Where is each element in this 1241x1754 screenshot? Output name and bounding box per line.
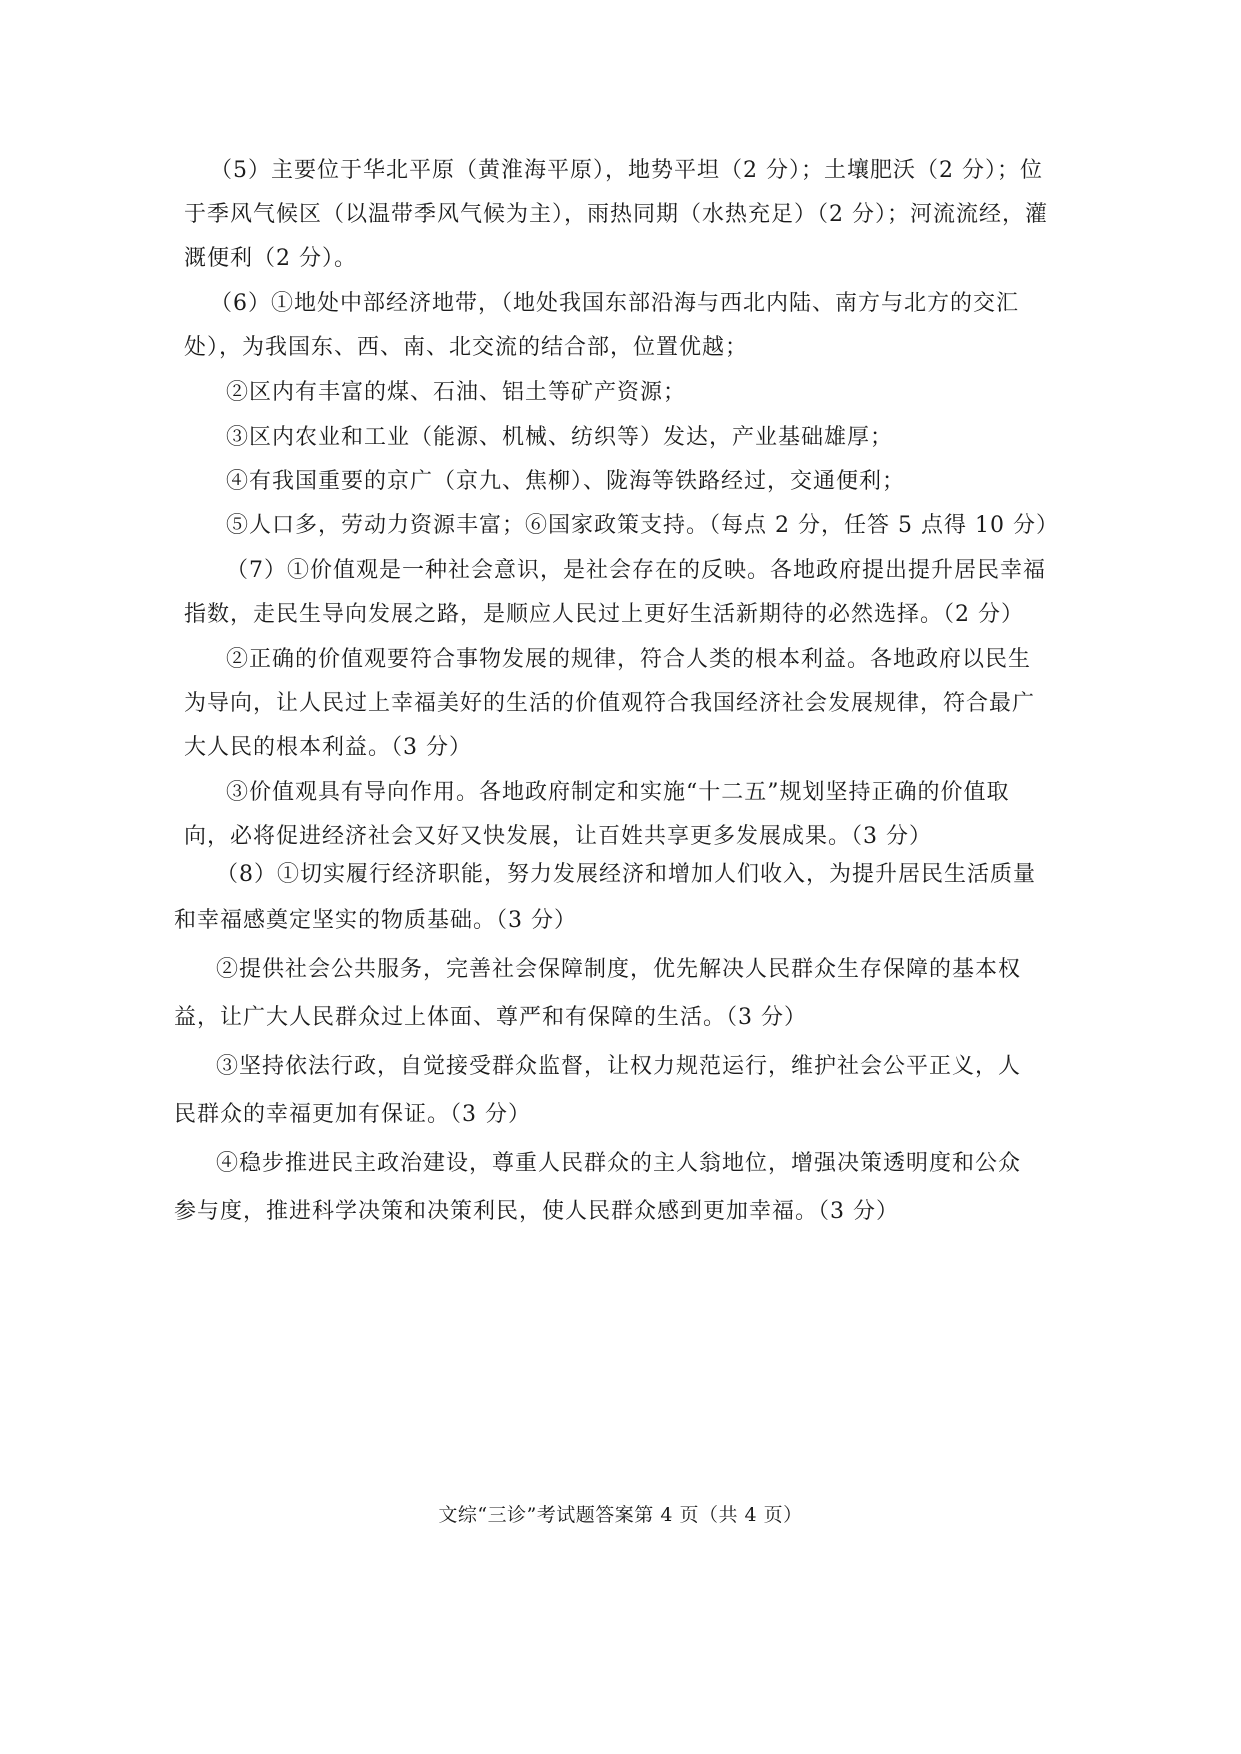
answer-line-19: ②提供社会公共服务，完善社会保障制度，优先解决人民群众生存保障的基本权 — [216, 957, 1022, 982]
answer-line-9: ⑤人口多，劳动力资源丰富；⑥国家政策支持。（每点 2 分，任答 5 点得 10 分） — [226, 513, 1059, 538]
answer-line-22: 民群众的幸福更加有保证。（3 分） — [174, 1102, 531, 1127]
answer-line-18: 和幸福感奠定坚实的物质基础。（3 分） — [174, 908, 577, 933]
answer-line-5: 处），为我国东、西、南、北交流的结合部，位置优越； — [184, 335, 749, 360]
answer-line-20: 益，让广大人民群众过上体面、尊严和有保障的生活。（3 分） — [174, 1005, 807, 1030]
answer-line-12: ②正确的价值观要符合事物发展的规律，符合人类的根本利益。各地政府以民生 — [226, 647, 1032, 672]
answer-line-24: 参与度，推进科学决策和决策利民，使人民群众感到更加幸福。（3 分） — [174, 1199, 899, 1224]
answer-line-15: ③价值观具有导向作用。各地政府制定和实施“十二五”规划坚持正确的价值取 — [226, 780, 1010, 805]
page-footer: 文综“三诊”考试题答案第 4 页（共 4 页） — [438, 1504, 803, 1526]
answer-line-10: （7）①价值观是一种社会意识，是社会存在的反映。各地政府提出提升居民幸福 — [226, 558, 1046, 583]
answer-line-14: 大人民的根本利益。（3 分） — [184, 735, 472, 760]
answer-line-21: ③坚持依法行政，自觉接受群众监督，让权力规范运行，维护社会公平正义，人 — [216, 1054, 1022, 1079]
answer-line-3: 溉便利（2 分）。 — [184, 246, 357, 271]
answer-line-23: ④稳步推进民主政治建设，尊重人民群众的主人翁地位，增强决策透明度和公众 — [216, 1151, 1022, 1176]
answer-line-7: ③区内农业和工业（能源、机械、纺织等）发达，产业基础雄厚； — [226, 425, 894, 450]
answer-line-4: （6）①地处中部经济地带，（地处我国东部沿海与西北内陆、南方与北方的交汇 — [210, 291, 1019, 316]
answer-line-17: （8）①切实履行经济职能，努力发展经济和增加人们收入，为提升居民生活质量 — [216, 862, 1036, 887]
answer-line-8: ④有我国重要的京广（京九、焦柳）、陇海等铁路经过，交通便利； — [226, 469, 906, 494]
answer-line-11: 指数，走民生导向发展之路，是顺应人民过上更好生活新期待的必然选择。（2 分） — [184, 602, 1024, 627]
answer-line-1: （5）主要位于华北平原（黄淮海平原），地势平坦（2 分）；土壤肥沃（2 分）；位 — [210, 158, 1043, 183]
answer-line-13: 为导向，让人民过上幸福美好的生活的价值观符合我国经济社会发展规律，符合最广 — [184, 691, 1036, 716]
answer-line-16: 向，必将促进经济社会又好又快发展，让百姓共享更多发展成果。（3 分） — [184, 824, 932, 849]
answer-line-6: ②区内有丰富的煤、石油、铝土等矿产资源； — [226, 380, 687, 405]
answer-line-2: 于季风气候区（以温带季风气候为主），雨热同期（水热充足）（2 分）；河流流经，灌 — [184, 202, 1048, 227]
